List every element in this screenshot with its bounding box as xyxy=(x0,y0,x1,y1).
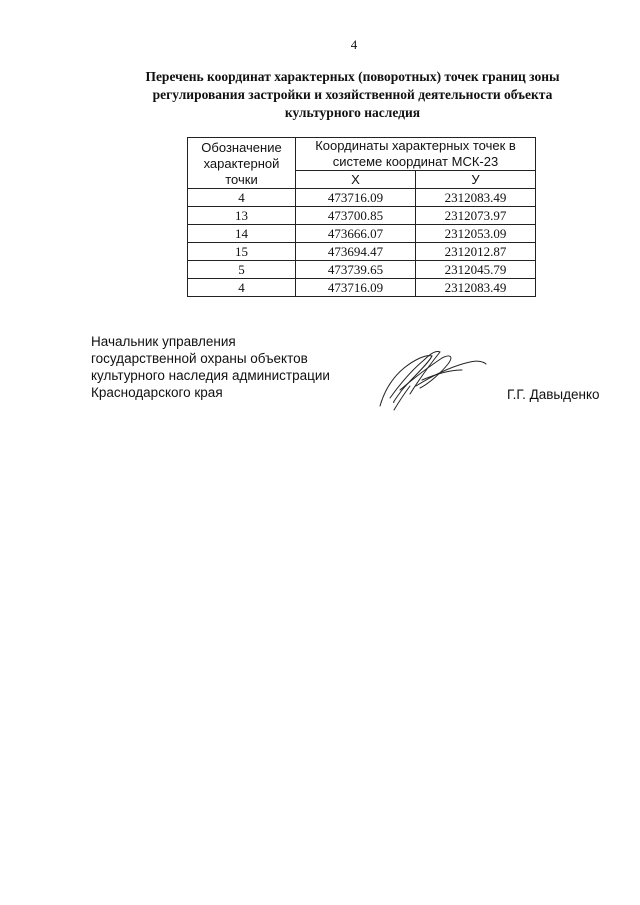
position-line-3: культурного наследия администрации xyxy=(91,368,330,383)
title-line-2: регулирования застройки и хозяйственной деятельности объекта xyxy=(152,87,553,102)
title-line-1: Перечень координат характерных (поворотных) точек границ зоны xyxy=(145,69,560,84)
cell-y: 2312083.49 xyxy=(416,189,536,207)
table-row xyxy=(188,225,536,243)
table-row xyxy=(188,279,536,297)
signer-position xyxy=(91,333,330,401)
cell-x: 473666.07 xyxy=(296,225,416,243)
header-x: X xyxy=(296,171,416,189)
signer-name: Г.Г. Давыденко xyxy=(507,387,600,402)
header-designation-line-1: Обозначение xyxy=(201,140,282,155)
position-line-2: государственной охраны объектов xyxy=(91,351,308,366)
cell-point: 4 xyxy=(188,189,296,207)
cell-y: 2312083.49 xyxy=(416,279,536,297)
cell-x: 473739.65 xyxy=(296,261,416,279)
table-row xyxy=(188,243,536,261)
cell-point: 4 xyxy=(188,279,296,297)
cell-y: 2312073.97 xyxy=(416,207,536,225)
cell-y: 2312053.09 xyxy=(416,225,536,243)
cell-x: 473700.85 xyxy=(296,207,416,225)
header-designation-line-2: характерной xyxy=(203,156,280,171)
document-title xyxy=(100,68,605,122)
header-coordinates xyxy=(296,138,536,171)
cell-x: 473716.09 xyxy=(296,189,416,207)
cell-y: 2312045.79 xyxy=(416,261,536,279)
table-row xyxy=(188,189,536,207)
cell-point: 5 xyxy=(188,261,296,279)
title-line-3: культурного наследия xyxy=(284,105,421,120)
position-line-1: Начальник управления xyxy=(91,334,236,349)
table-header-row xyxy=(188,138,536,171)
cell-x: 473694.47 xyxy=(296,243,416,261)
header-coordinates-line-2: системе координат МСК-23 xyxy=(332,154,499,169)
table-row xyxy=(188,261,536,279)
cell-point: 15 xyxy=(188,243,296,261)
cell-point: 14 xyxy=(188,225,296,243)
page-number: 4 xyxy=(350,37,358,52)
cell-point: 13 xyxy=(188,207,296,225)
header-y: У xyxy=(416,171,536,189)
header-point-designation xyxy=(188,138,296,189)
header-coordinates-line-1: Координаты характерных точек в xyxy=(315,138,516,153)
cell-x: 473716.09 xyxy=(296,279,416,297)
position-line-4: Краснодарского края xyxy=(91,385,223,400)
cell-y: 2312012.87 xyxy=(416,243,536,261)
table-row xyxy=(188,207,536,225)
header-designation-line-3: точки xyxy=(225,172,258,187)
handwritten-signature xyxy=(370,340,490,412)
coordinates-table xyxy=(187,137,536,297)
